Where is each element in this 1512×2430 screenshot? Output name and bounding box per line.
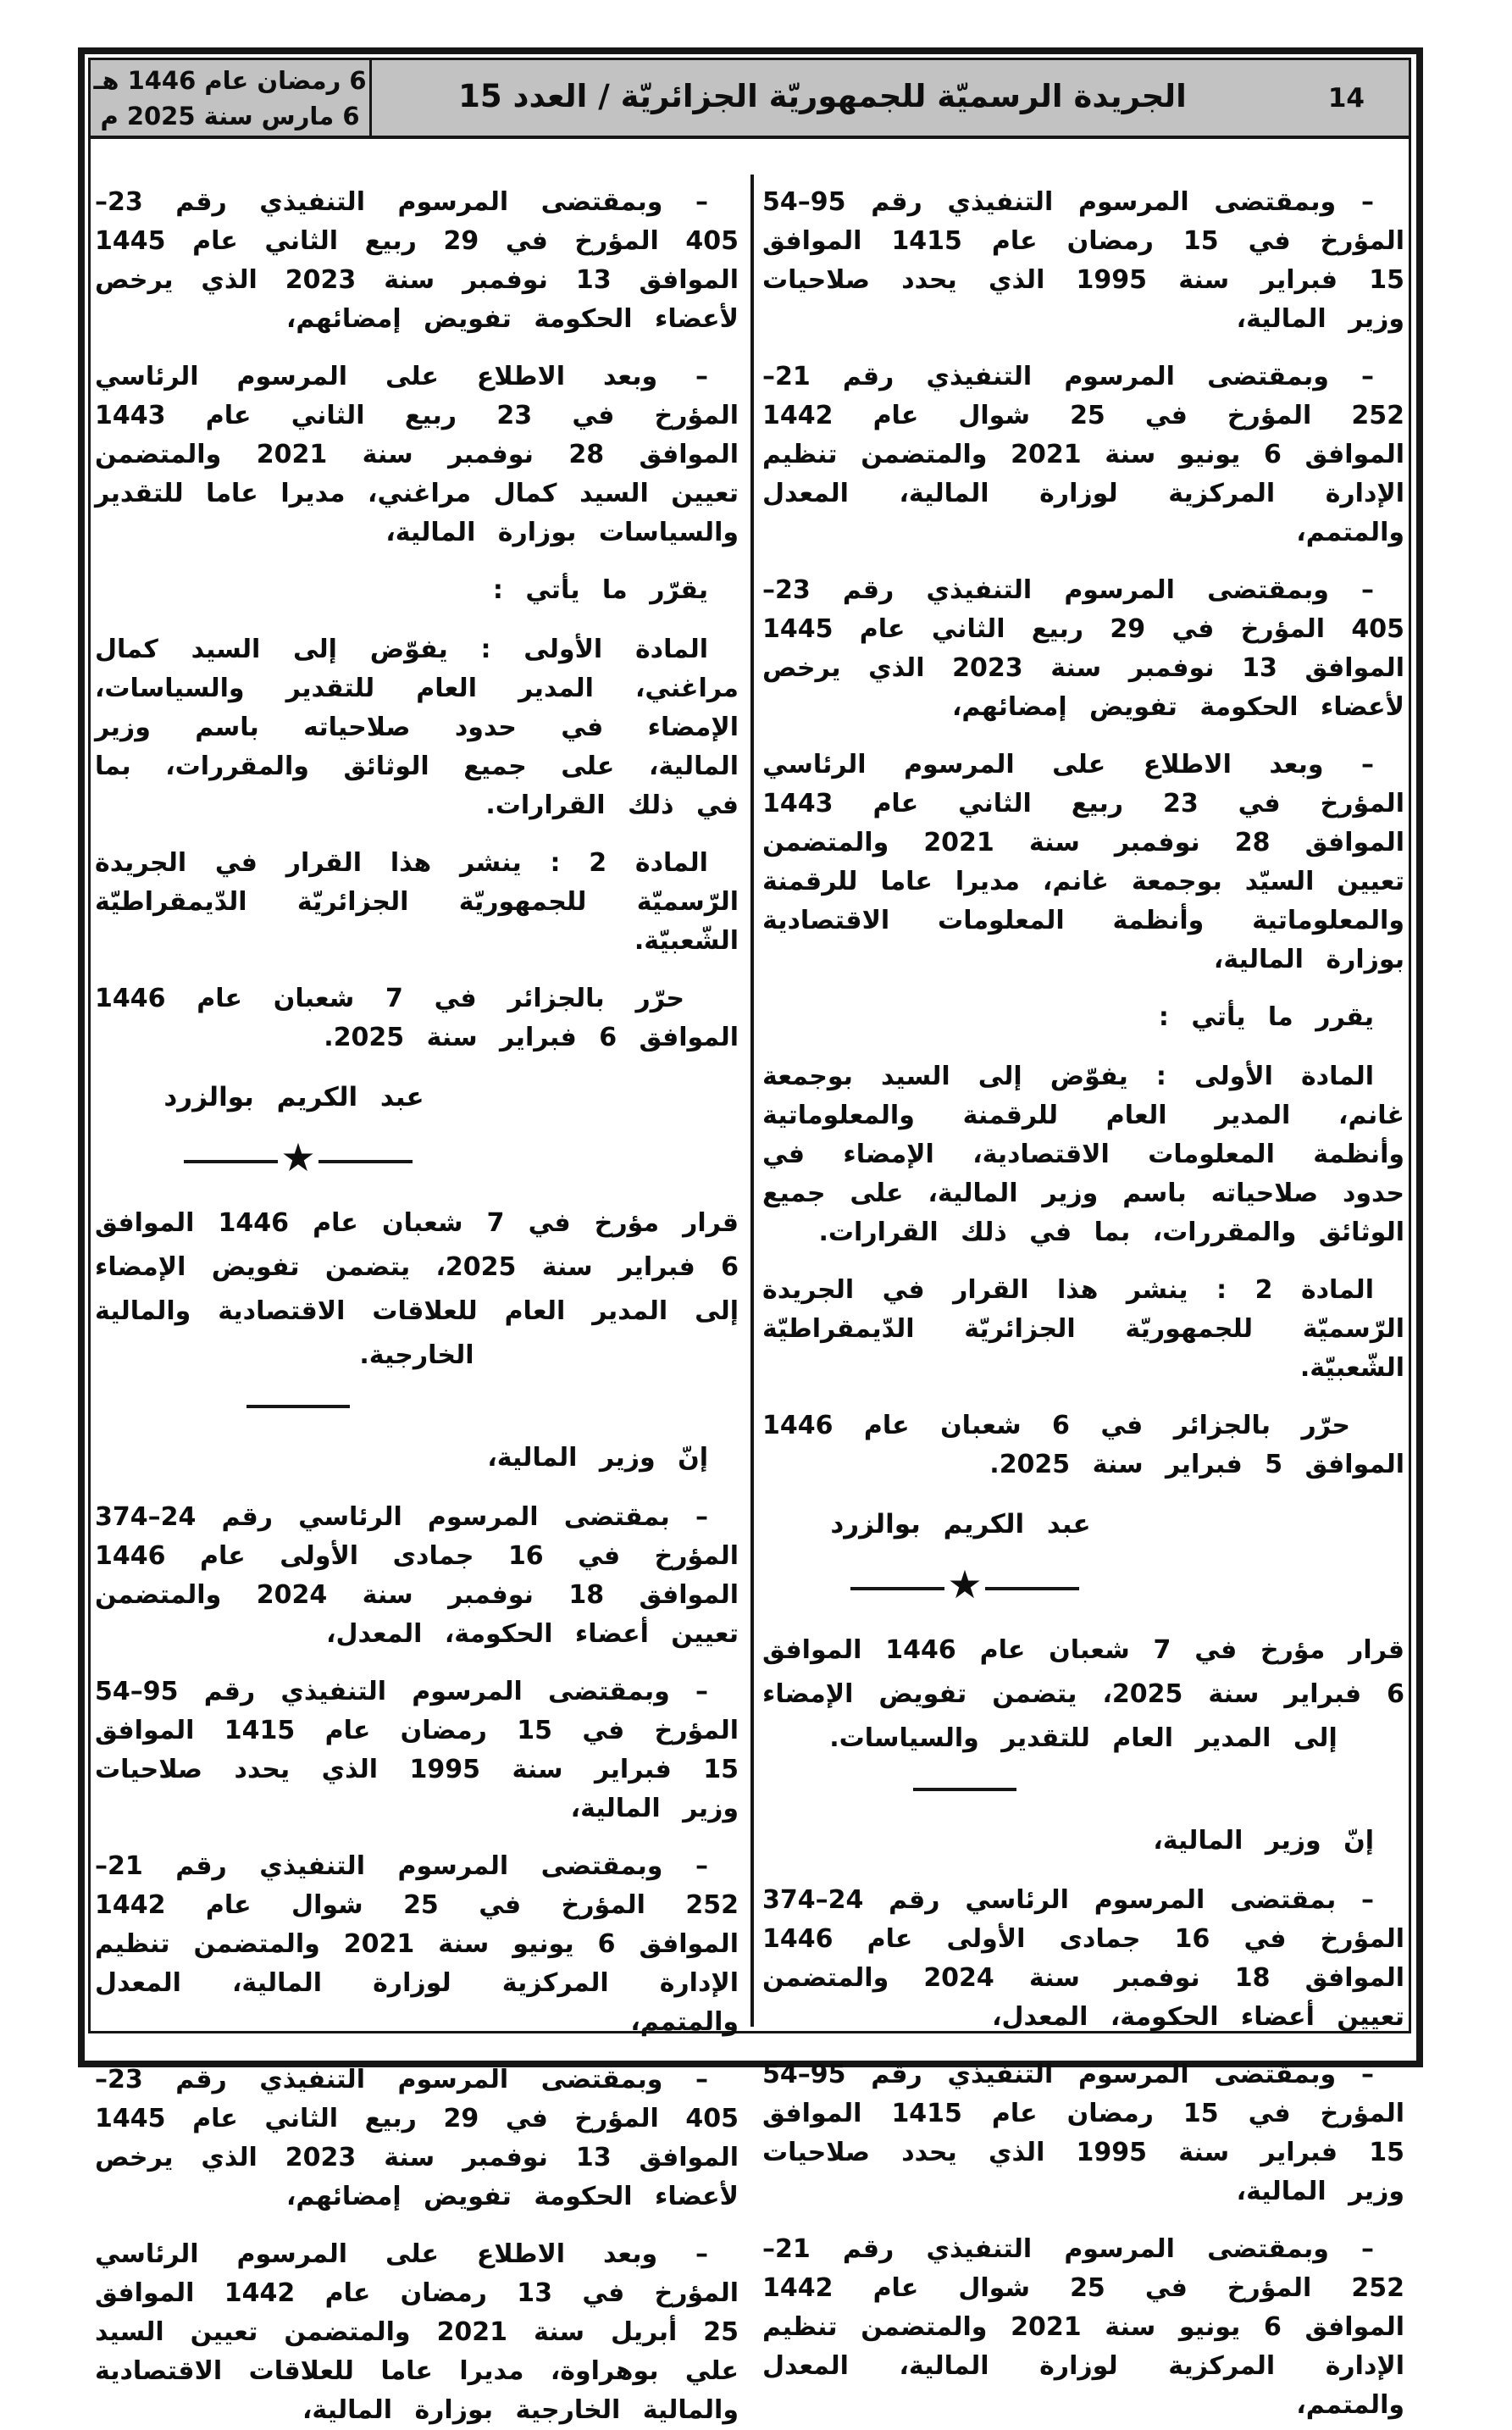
star-icon: ★ bbox=[947, 1562, 983, 1607]
visa-paragraph: – وبمقتضى المرسوم التنفيذي رقم 95–54 المؤرخ في 15 رمضان عام 1415 الموافق 15 فبراير سنة 1995 الذي يحدد صلاحيات وزير المالية، bbox=[95, 1677, 739, 1823]
decision-clause: يقرّر ما يأتي : bbox=[492, 575, 708, 605]
star-separator bbox=[850, 1562, 1079, 1607]
decree-title: قرار مؤرخ في 7 شعبان عام 1446 الموافق 6 فبراير سنة 2025، يتضمن تفويض الإمضاء إلى المدير العام للتقدير والسياسات. bbox=[762, 1635, 1404, 1753]
minister-intro: إنّ وزير المالية، bbox=[487, 1443, 708, 1473]
gregorian-date: 6 مارس سنة 2025 م bbox=[100, 101, 360, 130]
signature: عبد الكريم بوالزرد bbox=[163, 1082, 424, 1112]
page-header bbox=[91, 60, 1409, 139]
minister-intro: إنّ وزير المالية، bbox=[1153, 1826, 1374, 1856]
article-1 bbox=[95, 630, 739, 825]
visa-paragraph: – وبمقتضى المرسوم التنفيذي رقم 21–252 المؤرخ في 25 شوال عام 1442 الموافق 6 يونيو سنة 2021 والمتضمن تنظيم الإدارة المركزية لوزارة المالية، المعدل والمتمم، bbox=[95, 1851, 739, 2037]
article-label: المادة 2 : bbox=[550, 848, 708, 878]
visa-paragraph: – وبعد الاطلاع على المرسوم الرئاسي المؤرخ في 23 ربيع الثاني عام 1443 الموافق 28 نوفمبر سنة 2021 والمتضمن تعيين السيد كمال مراغني، مديرا عاما للتقدير والسياسات بوزارة المالية، bbox=[95, 362, 739, 547]
visa-paragraph: – وبعد الاطلاع على المرسوم الرئاسي المؤرخ في 13 رمضان عام 1442 الموافق 25 أبريل سنة 2021 والمتضمن تعيين السيد علي بوهراوة، مديرا عاما للعلاقات الاقتصادية والمالية الخارجية بوزارة المالية، bbox=[95, 2239, 739, 2425]
article-label: المادة الأولى : bbox=[1155, 1062, 1374, 1091]
visa-paragraph: – وبعد الاطلاع على المرسوم الرئاسي المؤرخ في 23 ربيع الثاني عام 1443 الموافق 28 نوفمبر سنة 2021 والمتضمن تعيين السيّد بوجمعة غانم، مديرا عاما للرقمنة والمعلوماتية وأنظمة المعلومات الاقتصادية بوزارة المالية، bbox=[762, 750, 1404, 974]
article-2 bbox=[95, 844, 739, 961]
star-separator bbox=[184, 1135, 413, 1180]
article-1 bbox=[762, 1057, 1404, 1252]
separator-line bbox=[318, 1160, 413, 1163]
column-divider bbox=[750, 175, 754, 2027]
visa-paragraph: – وبمقتضى المرسوم التنفيذي رقم 95–54 المؤرخ في 15 رمضان عام 1415 الموافق 15 فبراير سنة 1995 الذي يحدد صلاحيات وزير المالية، bbox=[762, 2060, 1404, 2206]
separator-line bbox=[184, 1160, 278, 1163]
visa-paragraph: – بمقتضى المرسوم الرئاسي رقم 24–374 المؤرخ في 16 جمادى الأولى عام 1446 الموافق 18 نوفمبر سنة 2024 والمتضمن تعيين أعضاء الحكومة، المعدل، bbox=[762, 1885, 1405, 2032]
article-label: المادة 2 : bbox=[1216, 1275, 1374, 1305]
section-rule bbox=[913, 1788, 1016, 1791]
visa-paragraph: – وبمقتضى المرسوم التنفيذي رقم 95–54 المؤرخ في 15 رمضان عام 1415 الموافق 15 فبراير سنة 1995 الذي يحدد صلاحيات وزير المالية، bbox=[762, 187, 1404, 334]
visa-paragraph: – وبمقتضى المرسوم التنفيذي رقم 21–252 المؤرخ في 25 شوال عام 1442 الموافق 6 يونيو سنة 2021 والمتضمن تنظيم الإدارة المركزية لوزارة المالية، المعدل والمتمم، bbox=[762, 362, 1404, 547]
visa-paragraph: – وبمقتضى المرسوم التنفيذي رقم 23–405 المؤرخ في 29 ربيع الثاني عام 1445 الموافق 13 نوفمبر سنة 2023 الذي يرخص لأعضاء الحكومة تفويض إمضائهم، bbox=[762, 575, 1404, 722]
visa-paragraph: – وبمقتضى المرسوم التنفيذي رقم 21–252 المؤرخ في 25 شوال عام 1442 الموافق 6 يونيو سنة 2021 والمتضمن تنظيم الإدارة المركزية لوزارة المالية، المعدل والمتمم، bbox=[762, 2234, 1404, 2420]
date-box bbox=[91, 60, 372, 136]
signature: عبد الكريم بوالزرد bbox=[830, 1509, 1091, 1540]
visa-paragraph: – بمقتضى المرسوم الرئاسي رقم 24–374 المؤرخ في 16 جمادى الأولى عام 1446 الموافق 18 نوفمبر سنة 2024 والمتضمن تعيين أعضاء الحكومة، المعدل، bbox=[95, 1502, 739, 1649]
section-rule bbox=[246, 1405, 350, 1408]
visa-paragraph: – وبمقتضى المرسوم التنفيذي رقم 23–405 المؤرخ في 29 ربيع الثاني عام 1445 الموافق 13 نوفمبر سنة 2023 الذي يرخص لأعضاء الحكومة تفويض إمضائهم، bbox=[95, 187, 739, 334]
hijri-date: 6 رمضان عام 1446 هـ bbox=[93, 65, 367, 95]
separator-line bbox=[985, 1587, 1079, 1590]
article-label: المادة الأولى : bbox=[480, 635, 708, 664]
closing-line: حرّر بالجزائر في 7 شعبان عام 1446 الموافق 6 فبراير سنة 2025. bbox=[95, 984, 739, 1052]
gazette-title: الجريدة الرسميّة للجمهوريّة الجزائريّة / العدد 15 bbox=[458, 78, 1187, 114]
article-2 bbox=[762, 1271, 1404, 1388]
page-number: 14 bbox=[1327, 82, 1365, 114]
decision-clause: يقرر ما يأتي : bbox=[1158, 1002, 1374, 1032]
article-text: ينشر هذا القرار في الجريدة الرّسميّة للجمهوريّة الجزائريّة الدّيمقراطيّة الشّعبيّة. bbox=[95, 848, 739, 956]
visa-paragraph: – وبمقتضى المرسوم التنفيذي رقم 23–405 المؤرخ في 29 ربيع الثاني عام 1445 الموافق 13 نوفمبر سنة 2023 الذي يرخص لأعضاء الحكومة تفويض إمضائهم، bbox=[95, 2065, 739, 2211]
article-text: يفوّض إلى السيد كمال مراغني، المدير العام للتقدير والسياسات، الإمضاء في حدود صلاحياته باسم وزير المالية، على جميع الوثائق والمقررات، بما في ذلك القرارات. bbox=[95, 635, 739, 820]
article-text: ينشر هذا القرار في الجريدة الرّسميّة للجمهوريّة الجزائريّة الدّيمقراطيّة الشّعبيّة. bbox=[762, 1275, 1404, 1383]
decree-title: قرار مؤرخ في 7 شعبان عام 1446 الموافق 6 فبراير سنة 2025، يتضمن تفويض الإمضاء إلى المدير العام للعلاقات الاقتصادية والمالية الخارجية. bbox=[95, 1208, 739, 1370]
column-left bbox=[95, 175, 739, 2425]
closing-line: حرّر بالجزائر في 6 شعبان عام 1446 الموافق 5 فبراير سنة 2025. bbox=[762, 1411, 1404, 1479]
article-text: يفوّض إلى السيد بوجمعة غانم، المدير العام للرقمنة والمعلوماتية وأنظمة المعلومات الاقتصادية، الإمضاء في حدود صلاحياته باسم وزير المالية، على جميع الوثائق والمقررات، بما في ذلك القرارات. bbox=[762, 1062, 1404, 1247]
star-icon: ★ bbox=[280, 1135, 316, 1180]
separator-line bbox=[850, 1587, 944, 1590]
column-right bbox=[762, 175, 1405, 2420]
